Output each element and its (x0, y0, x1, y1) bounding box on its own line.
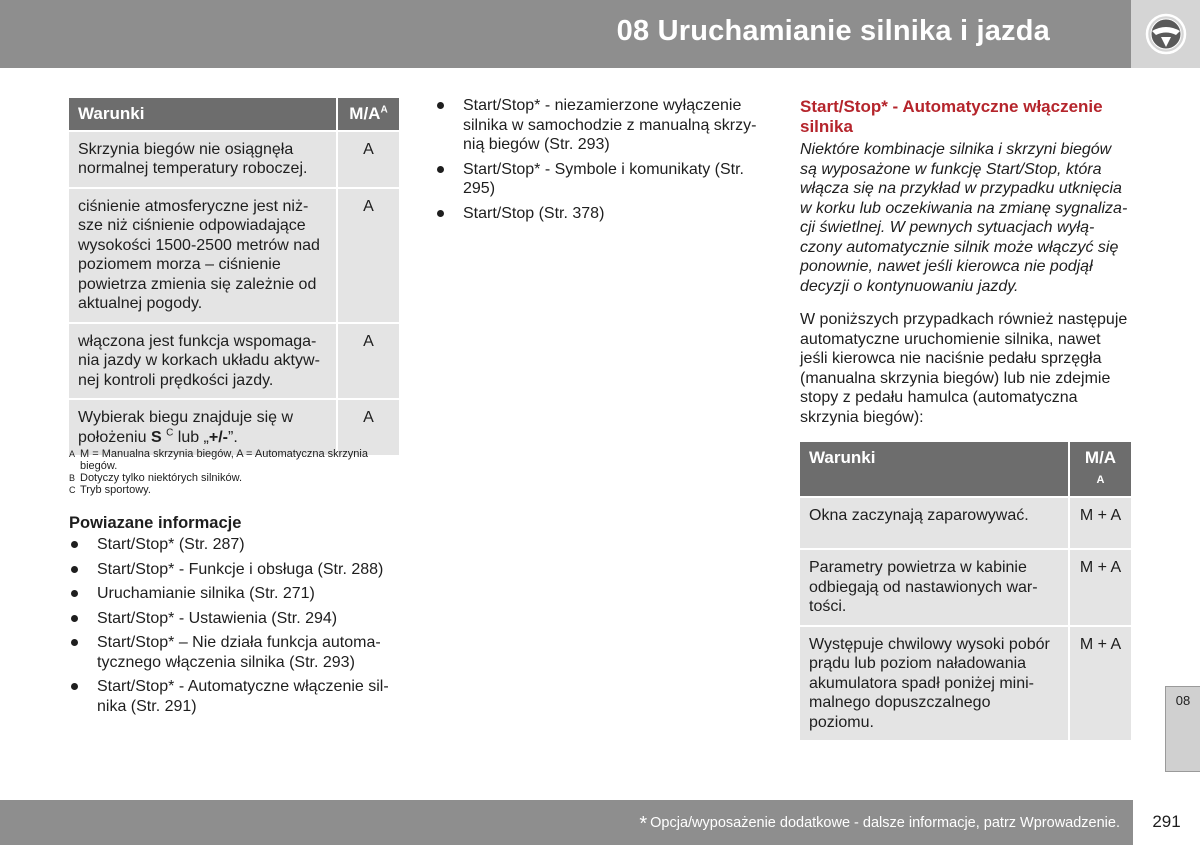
footer-bar (0, 800, 1133, 845)
condition-cell: Występuje chwilowy wysoki pobór prądu lub poziom naładowania akumulatora spadł poniżej minimalnego dopuszczalnego poziomu. (800, 625, 1068, 741)
chapter-title: 08 Uruchamianie silnika i jazda (616, 15, 1050, 47)
conditions-table-left (69, 98, 399, 455)
table-row (69, 130, 399, 187)
related-link[interactable]: Start/Stop* - Automatyczne włączenie silnika (Str. 291) (69, 677, 399, 716)
page-number: 291 (1133, 800, 1200, 845)
section-heading: Start/Stop* - Automatyczne włączenie silnika (800, 97, 1103, 136)
condition-cell: włączona jest funkcja wspomagania jazdy w korkach układu aktywnej kontroli prędkości jazdy. (69, 322, 336, 399)
related-link[interactable]: Start/Stop* - Ustawienia (Str. 294) (69, 609, 399, 629)
condition-cell: Skrzynia biegów nie osiągnęła normalnej temperatury roboczej. (69, 130, 336, 187)
table-row (800, 548, 1131, 625)
footer-note: * Opcja/wyposażenie dodatkowe - dalsze informacje, patrz Wprowadzenie. (639, 813, 1120, 835)
related-info-heading: Powiazane informacje (69, 514, 242, 532)
mode-cell: M + A (1068, 548, 1131, 625)
related-link[interactable]: Start/Stop* – Nie działa funkcja automatycznego włączenia silnika (Str. 293) (69, 633, 399, 672)
footnote: B Dotyczy tylko niektórych silników. (69, 472, 242, 484)
related-link[interactable]: Start/Stop (Str. 378) (435, 204, 765, 224)
table-header-row (69, 98, 399, 130)
related-links-list (69, 535, 399, 721)
related-link[interactable]: Start/Stop* - Funkcje i obsługa (Str. 288) (69, 560, 399, 580)
steering-wheel-icon (1145, 13, 1187, 55)
table-row (69, 322, 399, 399)
related-link[interactable]: Uruchamianie silnika (Str. 271) (69, 584, 399, 604)
table-row (69, 187, 399, 322)
table-row (800, 625, 1131, 741)
mode-cell: M + A (1068, 496, 1131, 548)
intro-paragraph: Niektóre kombinacje silnika i skrzyni biegów są wyposażone w funkcję Start/Stop, która włącza się na przykład w przypadku utknięcia w korku lub oczekiwania na zmianę sygnalizacji świetlnej. W pewnych sytuacjach wyłączony automatycznie silnik może włączyć się ponownie, nawet jeśli kierowca nie podjął decyzji o kontynuowaniu jazdy. (800, 141, 1128, 295)
mode-cell: A (336, 398, 399, 455)
condition-cell: Parametry powietrza w kabinie odbiegają od nastawionych wartości. (800, 548, 1068, 625)
mode-cell: A (336, 187, 399, 322)
header-bar (0, 0, 1131, 68)
column-header-mode: M/A A (1068, 442, 1131, 496)
chapter-tab-label: 08 (1175, 693, 1191, 708)
conditions-table-right (800, 442, 1131, 740)
condition-cell: ciśnienie atmosferyczne jest niższe niż ciśnienie odpowiadające wysokości 1500-2500 metrów nad poziomem morza – ciśnienie powietrza zmienia się zależnie od aktualnej pogody. (69, 187, 336, 322)
mode-cell: A (336, 130, 399, 187)
column-header-conditions: Warunki (800, 442, 1068, 496)
chapter-tab[interactable] (1165, 686, 1200, 772)
related-link[interactable]: Start/Stop* - Symbole i komunikaty (Str. 295) (435, 160, 765, 199)
chapter-icon-box (1131, 0, 1200, 68)
related-link[interactable]: Start/Stop* - niezamierzone wyłączenie silnika w samochodzie z manualną skrzynią biegów (Str. 293) (435, 96, 765, 155)
table-row (69, 398, 399, 455)
condition-cell: Okna zaczynają zaparowywać. (800, 496, 1068, 548)
asterisk-icon: * (639, 813, 648, 835)
footnote: C Tryb sportowy. (69, 484, 151, 496)
footnotes (69, 448, 399, 496)
table-row (800, 496, 1131, 548)
mode-cell: A (336, 322, 399, 399)
condition-cell: Wybierak biegu znajduje się w położeniu S $^C$ lub „+/-”. (69, 398, 336, 455)
related-link[interactable]: Start/Stop* (Str. 287) (69, 535, 399, 555)
column-header-mode: $M/A^A$ (336, 98, 399, 130)
footnote: A M = Manualna skrzynia biegów, A = Automatyczna skrzynia biegów. (69, 448, 368, 472)
column-header-conditions: Warunki (69, 98, 336, 130)
table-header-row (800, 442, 1131, 496)
related-links-list-continued (435, 96, 765, 228)
mode-cell: M + A (1068, 625, 1131, 741)
body-paragraph: W poniższych przypadkach również następuje automatyczne uruchomienie silnika, nawet jeśli kierowca nie naciśnie pedału sprzęgła (manualna skrzynia biegów) lub nie zdejmie stopy z pedału hamulca (automatyczna skrzynia biegów): (800, 311, 1128, 426)
